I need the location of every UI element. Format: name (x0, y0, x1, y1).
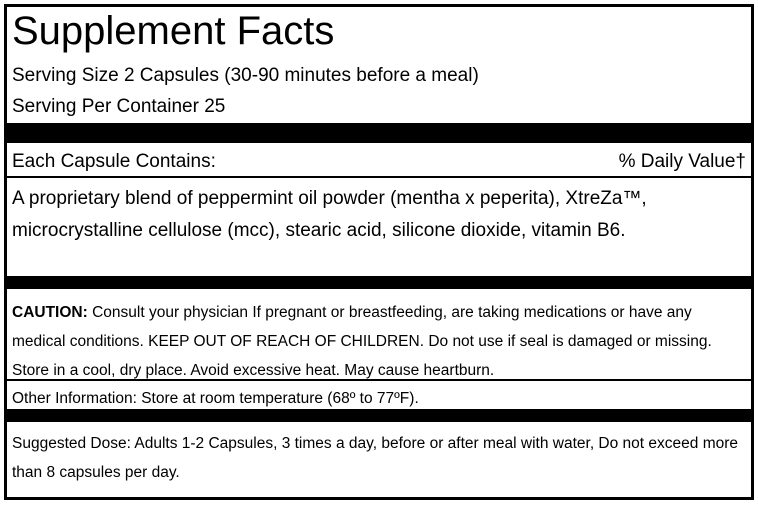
serving-size: Serving Size 2 Capsules (30-90 minutes before a meal) (12, 65, 479, 86)
suggested-dose: Suggested Dose: Adults 1-2 Capsules, 3 times a day, before or after meal with water, Do not exceed more than 8 capsules per day. (12, 435, 739, 481)
thick-divider (7, 276, 751, 289)
contains-header: Each Capsule Contains: (12, 151, 216, 172)
caution-block (12, 298, 748, 385)
daily-value-header: % Daily Value† (618, 151, 746, 172)
ingredients-text: A proprietary blend of peppermint oil powder (mentha x peperita), XtreZa™, microcrystalline cellulose (mcc), stearic acid, silicone dioxide, vitamin B6. (12, 188, 647, 241)
thick-divider (7, 409, 751, 422)
caution-label: CAUTION: (12, 304, 88, 321)
contains-row (12, 150, 746, 174)
supplement-facts-panel (4, 4, 754, 500)
panel-title: Supplement Facts (12, 9, 335, 53)
thick-divider (7, 123, 751, 143)
divider-line (7, 379, 751, 381)
divider-line (7, 176, 751, 178)
caution-text: Consult your physician If pregnant or breastfeeding, are taking medications or have any medical conditions. KEEP OUT OF REACH OF CHILDREN. Do not use if seal is damaged or missing. Store in a cool, dry place. Avoid excessive heat. May cause heartburn. (12, 304, 712, 379)
other-information: Other Information: Store at room temperature (68º to 77ºF). (12, 390, 419, 407)
servings-per-container: Serving Per Container 25 (12, 96, 226, 117)
